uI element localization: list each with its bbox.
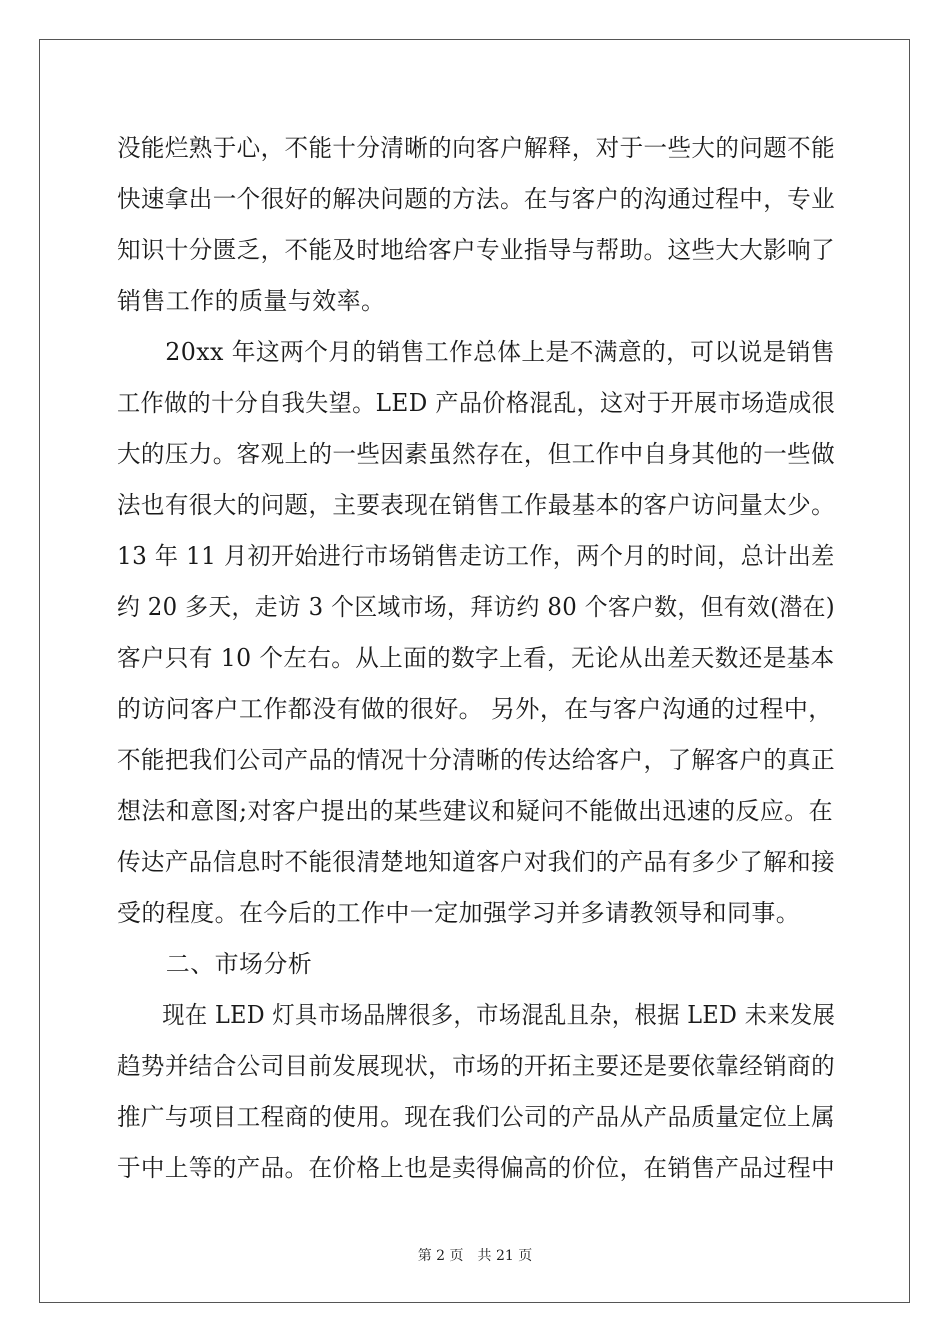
body-line: 想法和意图;对客户提出的某些建议和疑问不能做出迅速的反应。在 [117,797,834,825]
body-line: 法也有很大的问题，主要表现在销售工作最基本的客户访问量太少。 [117,491,836,519]
body-line: 客户只有 10 个左右。从上面的数字上看，无论从出差天数还是基本 [117,644,835,672]
body-line: 传达产品信息时不能很清楚地知道客户对我们的产品有多少了解和接 [117,848,836,876]
body-line: 销售工作的质量与效率。 [117,287,386,315]
body-line: 工作做的十分自我失望。LED 产品价格混乱，这对于开展市场造成很 [117,389,836,417]
body-line: 快速拿出一个很好的解决问题的方法。在与客户的沟通过程中，专业 [117,185,836,213]
body-line: 20xx 年这两个月的销售工作总体上是不满意的，可以说是销售 [117,338,836,366]
section-heading: 二、市场分析 [117,950,313,978]
body-line: 知识十分匮乏，不能及时地给客户专业指导与帮助。这些大大影响了 [117,236,836,264]
body-line: 受的程度。在今后的工作中一定加强学习并多请教领导和同事。 [117,899,801,927]
body-line: 13 年 11 月初开始进行市场销售走访工作，两个月的时间，总计出差 [117,542,835,570]
body-line: 的访问客户工作都没有做的很好。 另外，在与客户沟通的过程中， [117,695,833,723]
page-number-label: 第 2 页 共 21 页 [417,1248,533,1264]
body-line: 不能把我们公司产品的情况十分清晰的传达给客户，了解客户的真正 [117,746,836,774]
body-line: 推广与项目工程商的使用。现在我们公司的产品从产品质量定位上属 [117,1103,836,1131]
body-line: 趋势并结合公司目前发展现状，市场的开拓主要还是要依靠经销商的 [117,1052,836,1080]
body-line: 于中上等的产品。在价格上也是卖得偏高的价位，在销售产品过程中 [117,1154,836,1182]
body-line: 约 20 多天，走访 3 个区域市场，拜访约 80 个客户数，但有效(潜在) [117,593,836,621]
body-line: 没能烂熟于心，不能十分清晰的向客户解释，对于一些大的问题不能 [117,134,836,162]
body-line: 现在 LED 灯具市场品牌很多，市场混乱且杂，根据 LED 未来发展 [117,1001,836,1029]
body-line: 大的压力。客观上的一些因素虽然存在，但工作中自身其他的一些做 [117,440,836,468]
page-footer [0,1247,950,1265]
